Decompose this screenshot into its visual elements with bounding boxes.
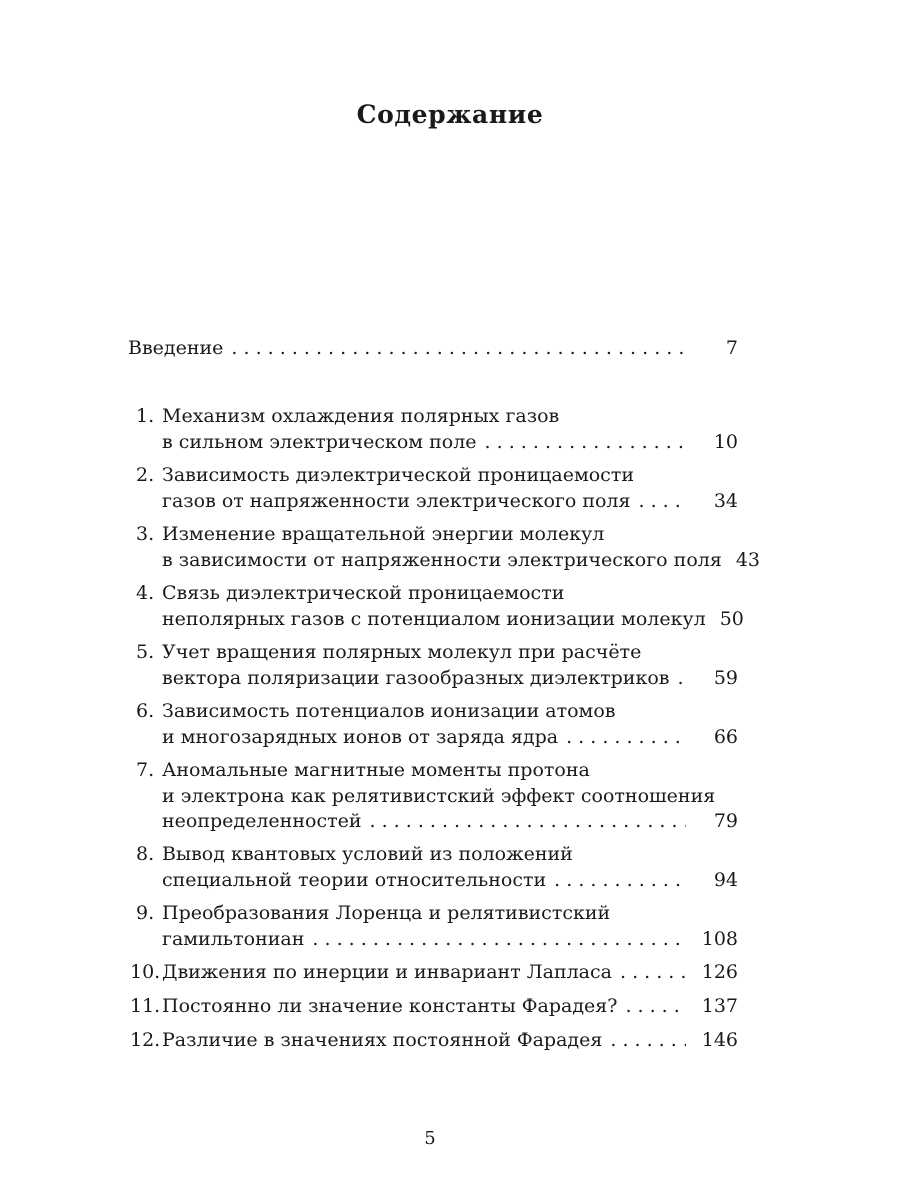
toc-entry-number: 3. (136, 523, 155, 545)
toc-entry-9-line-2[interactable] (162, 925, 738, 953)
toc-entry-number: 5. (136, 641, 155, 663)
toc-page-number: 126 (701, 961, 738, 983)
toc-entry-title: Учет вращения полярных молекул при расчёте (162, 641, 642, 663)
toc-entry-title: и многозарядных ионов от заряда ядра (162, 726, 559, 748)
toc-entry-title: в сильном электрическом поле (162, 431, 477, 453)
leader-dots (370, 807, 687, 835)
toc-entry-title: Вывод квантовых условий из положений (162, 843, 573, 865)
toc-entry-title: Преобразования Лоренца и релятивистский (162, 902, 611, 924)
toc-entry-number: 2. (136, 464, 155, 486)
toc-page-number: 66 (713, 726, 738, 748)
toc-entry-5-line-2[interactable] (162, 664, 738, 692)
leader-dots (638, 487, 686, 515)
leader-dots (566, 723, 686, 751)
toc-entry-title: в зависимости от напряженности электрического поля (162, 549, 722, 571)
toc-page-number: 50 (719, 608, 744, 630)
toc-entry-title: Зависимость диэлектрической проницаемости (162, 464, 634, 486)
toc-entry-11[interactable] (130, 992, 738, 1020)
toc-entry-5-line-1[interactable] (136, 638, 641, 666)
toc-entry-title: Механизм охлаждения полярных газов (162, 405, 560, 427)
toc-page-number: 59 (713, 667, 738, 689)
toc-entry-8-line-1[interactable] (136, 840, 573, 868)
toc-entry-title: Постоянно ли значение константы Фарадея? (162, 995, 618, 1017)
toc-entry-title: Аномальные магнитные моменты протона (162, 759, 590, 781)
toc-page-number: 79 (713, 810, 738, 832)
toc-entry-10[interactable] (130, 958, 738, 986)
toc-entry-title: и электрона как релятивистский эффект соотношения (162, 785, 716, 807)
toc-entry-title: Зависимость потенциалов ионизации атомов (162, 700, 616, 722)
leader-dots (312, 925, 686, 953)
leader-dots (620, 958, 686, 986)
toc-page-number: 108 (701, 928, 738, 950)
toc-entry-7-line-3[interactable] (162, 807, 738, 835)
toc-entry-number: 7. (136, 759, 155, 781)
leader-dots (625, 992, 686, 1020)
toc-entry-number: 11. (130, 995, 161, 1017)
page-title: Содержание (356, 100, 544, 129)
toc-entry-2-line-2[interactable] (162, 487, 738, 515)
toc-entry-number: 9. (136, 902, 155, 924)
toc-entry-4-line-1[interactable] (136, 579, 564, 607)
toc-entry-1-line-2[interactable] (162, 428, 738, 456)
toc-entry-title: газов от напряженности электрического поля (162, 490, 631, 512)
toc-entry-7-line-1[interactable] (136, 756, 590, 784)
toc-entry-1-line-1[interactable] (136, 402, 559, 430)
toc-page-number: 34 (713, 490, 738, 512)
toc-entry-number: 12. (130, 1029, 161, 1051)
toc-entry-title: вектора поляризации газообразных диэлектриков (162, 667, 670, 689)
toc-entry-4-line-2[interactable] (162, 605, 744, 633)
toc-page-number: 94 (713, 869, 738, 891)
toc-entry-8-line-2[interactable] (162, 866, 738, 894)
toc-entry-intro[interactable] (128, 334, 738, 362)
toc-entry-2-line-1[interactable] (136, 461, 634, 489)
toc-entry-label: Введение (128, 337, 224, 359)
toc-entry-number: 1. (136, 405, 155, 427)
toc-entry-number: 6. (136, 700, 155, 722)
leader-dots (485, 428, 686, 456)
page-number: 5 (424, 1128, 436, 1149)
toc-entry-title: Изменение вращательной энергии молекул (162, 523, 605, 545)
toc-page-number: 7 (725, 337, 738, 359)
toc-entry-title: Движения по инерции и инвариант Лапласа (162, 961, 612, 983)
toc-entry-number: 4. (136, 582, 155, 604)
toc-entry-9-line-1[interactable] (136, 899, 610, 927)
toc-page-number: 43 (735, 549, 761, 571)
toc-entry-title: Различие в значениях постоянной Фарадея (162, 1029, 603, 1051)
leader-dots (231, 334, 686, 362)
toc-entry-6-line-2[interactable] (162, 723, 738, 751)
toc-entry-6-line-1[interactable] (136, 697, 615, 725)
toc-entry-title: неопределенностей (162, 810, 362, 832)
toc-entry-title: Связь диэлектрической проницаемости (162, 582, 565, 604)
toc-entry-number: 8. (136, 843, 155, 865)
toc-entry-3-line-1[interactable] (136, 520, 604, 548)
leader-dots (677, 664, 686, 692)
toc-entry-3-line-2[interactable] (162, 546, 761, 574)
toc-entry-title: неполярных газов с потенциалом ионизации молекул (162, 608, 706, 630)
toc-page-number: 10 (713, 431, 738, 453)
toc-page-number: 146 (701, 1029, 738, 1051)
toc-entry-7-line-2[interactable] (162, 782, 715, 810)
toc-entry-title: специальной теории относительности (162, 869, 547, 891)
leader-dots (554, 866, 686, 894)
toc-entry-12[interactable] (130, 1026, 738, 1054)
leader-dots (610, 1026, 686, 1054)
toc-entry-title: гамильтониан (162, 928, 305, 950)
toc-entry-number: 10. (130, 961, 161, 983)
toc-page-number: 137 (701, 995, 738, 1017)
